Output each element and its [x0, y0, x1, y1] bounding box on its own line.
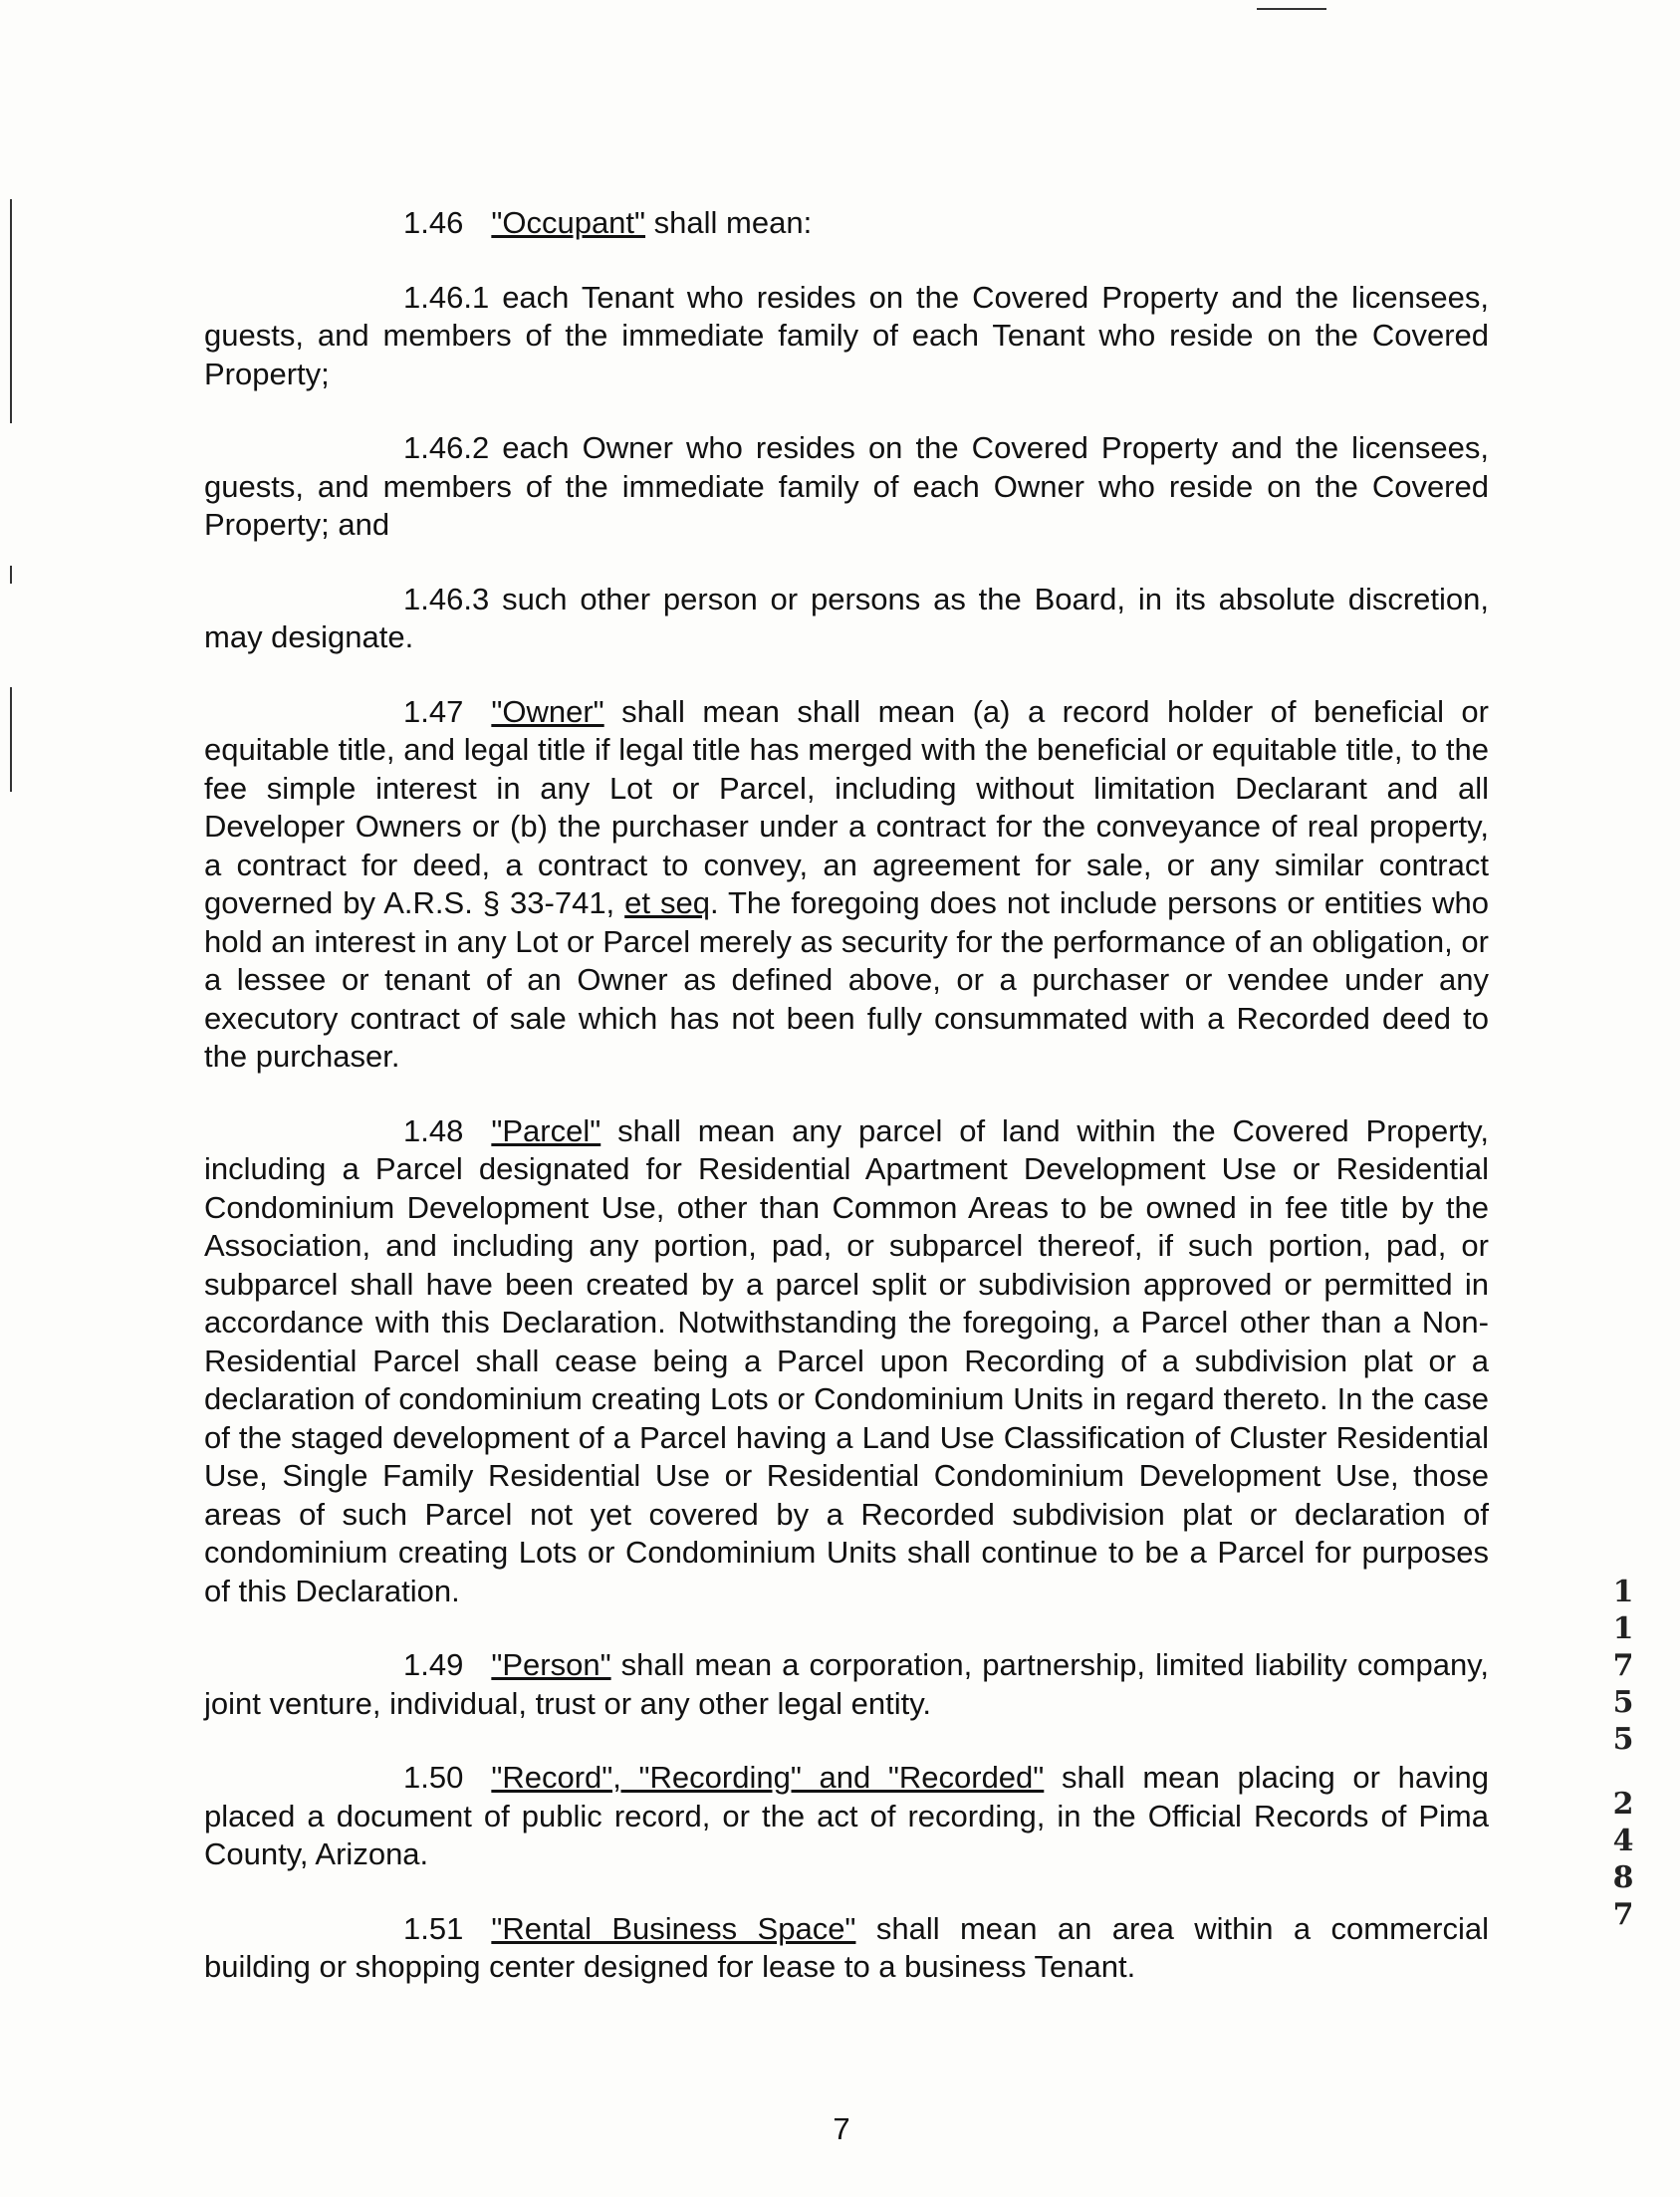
section-number: 1.51	[403, 1910, 464, 1946]
section-number: 1.49	[403, 1647, 464, 1682]
section-text: shall mean any parcel of land within the Covered Property, including a Parcel designated for Residential Apartment Development Use or Residential Condominium Development Use, other than Common Areas to be owned in fee title by the Association, and including any portion, pad, or subparcel thereof, if such portion, pad, or subparcel shall have been created by a parcel split or subdivision approved or permitted in accordance with this Declaration. Notwithstanding the foregoing, a Parcel other than a Non-Residential Parcel shall cease being a Parcel upon Recording of a subdivision plat or a declaration of condominium creating Lots or Condominium Units in regard thereto. In the case of the staged development of a Parcel having a Land Use Classification of Cluster Residential Use, Single Family Residential Use or Residential Condominium Development Use, those areas of such Parcel not yet covered by a Recorded subdivision plat or declaration of condominium creating Lots or Condominium Units shall continue to be a Parcel for purposes of this Declaration.	[204, 1112, 1489, 1608]
section-text-continued: . The foregoing does not include persons or entities who hold an interest in any Lot or Parcel merely as security for the performance of an obligation, or a lessee or tenant of an Owner as defined above, or a purchaser or vendee under any executory contract of sale which has not been fully consummated with a Recorded deed to the purchaser.	[204, 885, 1489, 1074]
scan-mark	[10, 199, 12, 423]
defined-term-record: "Record", "Recording" and "Recorded"	[491, 1760, 1045, 1795]
section-1-46-1	[204, 279, 1489, 394]
stamp-digit: 4	[1612, 1824, 1634, 1858]
section-text: shall mean placing or having placed a document of public record, or the act of recording, in the Official Records of Pima County, Arizona.	[204, 1760, 1489, 1871]
section-1-50	[204, 1759, 1489, 1874]
section-text: shall mean a corporation, partnership, limited liability company, joint venture, individual, trust or any other legal entity.	[204, 1647, 1489, 1721]
section-1-46	[204, 204, 1489, 243]
stamp-digit: 5	[1612, 1685, 1634, 1720]
recording-stamp	[1603, 1574, 1643, 1933]
stamp-digit: 1	[1612, 1575, 1634, 1609]
section-text: such other person or persons as the Board, in its absolute discretion, may designate.	[204, 581, 1489, 654]
section-text: each Owner who resides on the Covered Property and the licensees, guests, and members of the immediate family of each Owner who reside on the Covered Property; and	[204, 430, 1489, 542]
section-number: 1.46.3	[403, 581, 490, 616]
section-1-51	[204, 1910, 1489, 1987]
page-number: 7	[833, 2111, 850, 2146]
stamp-digit: 7	[1612, 1648, 1634, 1683]
section-1-46-3	[204, 581, 1489, 657]
section-1-46-2	[204, 429, 1489, 545]
defined-term-occupant: "Occupant"	[491, 205, 646, 240]
stamp-digit: 5	[1612, 1722, 1634, 1757]
stamp-digit: 8	[1612, 1860, 1634, 1895]
section-text: shall mean:	[645, 205, 813, 240]
section-1-48	[204, 1112, 1489, 1611]
section-number: 1.46.2	[403, 430, 490, 465]
section-number: 1.46.1	[403, 279, 490, 315]
section-number: 1.46	[403, 205, 464, 240]
document-body	[204, 204, 1489, 2023]
section-1-49	[204, 1646, 1489, 1723]
defined-term-owner: "Owner"	[491, 693, 604, 729]
defined-term-person: "Person"	[491, 1647, 611, 1682]
section-number: 1.48	[403, 1112, 464, 1148]
defined-term-rental-business-space: "Rental Business Space"	[491, 1910, 856, 1946]
scan-mark	[1257, 8, 1326, 10]
section-number: 1.47	[403, 693, 464, 729]
section-number: 1.50	[403, 1760, 464, 1795]
stamp-digit: 7	[1612, 1897, 1634, 1932]
stamp-digit: 2	[1612, 1787, 1634, 1822]
scan-mark	[10, 566, 12, 584]
scan-mark	[10, 687, 12, 792]
defined-term-parcel: "Parcel"	[491, 1112, 601, 1148]
stamp-digit: 1	[1612, 1611, 1634, 1646]
et-seq-citation: et seq	[624, 885, 710, 920]
section-text: shall mean shall mean (a) a record holder of beneficial or equitable title, and legal title if legal title has merged with the beneficial or equitable title, to the fee simple interest in any Lot or Parcel, including without limitation Declarant and all Developer Owners or (b) the purchaser under a contract for the conveyance of real property, a contract for deed, a contract to convey, an agreement for sale, or any similar contract governed by A.R.S. § 33-741,	[204, 693, 1489, 920]
section-text: shall mean an area within a commercial building or shopping center designed for lease to a business Tenant.	[204, 1910, 1489, 1984]
section-1-47	[204, 693, 1489, 1077]
section-text: each Tenant who resides on the Covered Property and the licensees, guests, and members of the immediate family of each Tenant who reside on the Covered Property;	[204, 279, 1489, 391]
